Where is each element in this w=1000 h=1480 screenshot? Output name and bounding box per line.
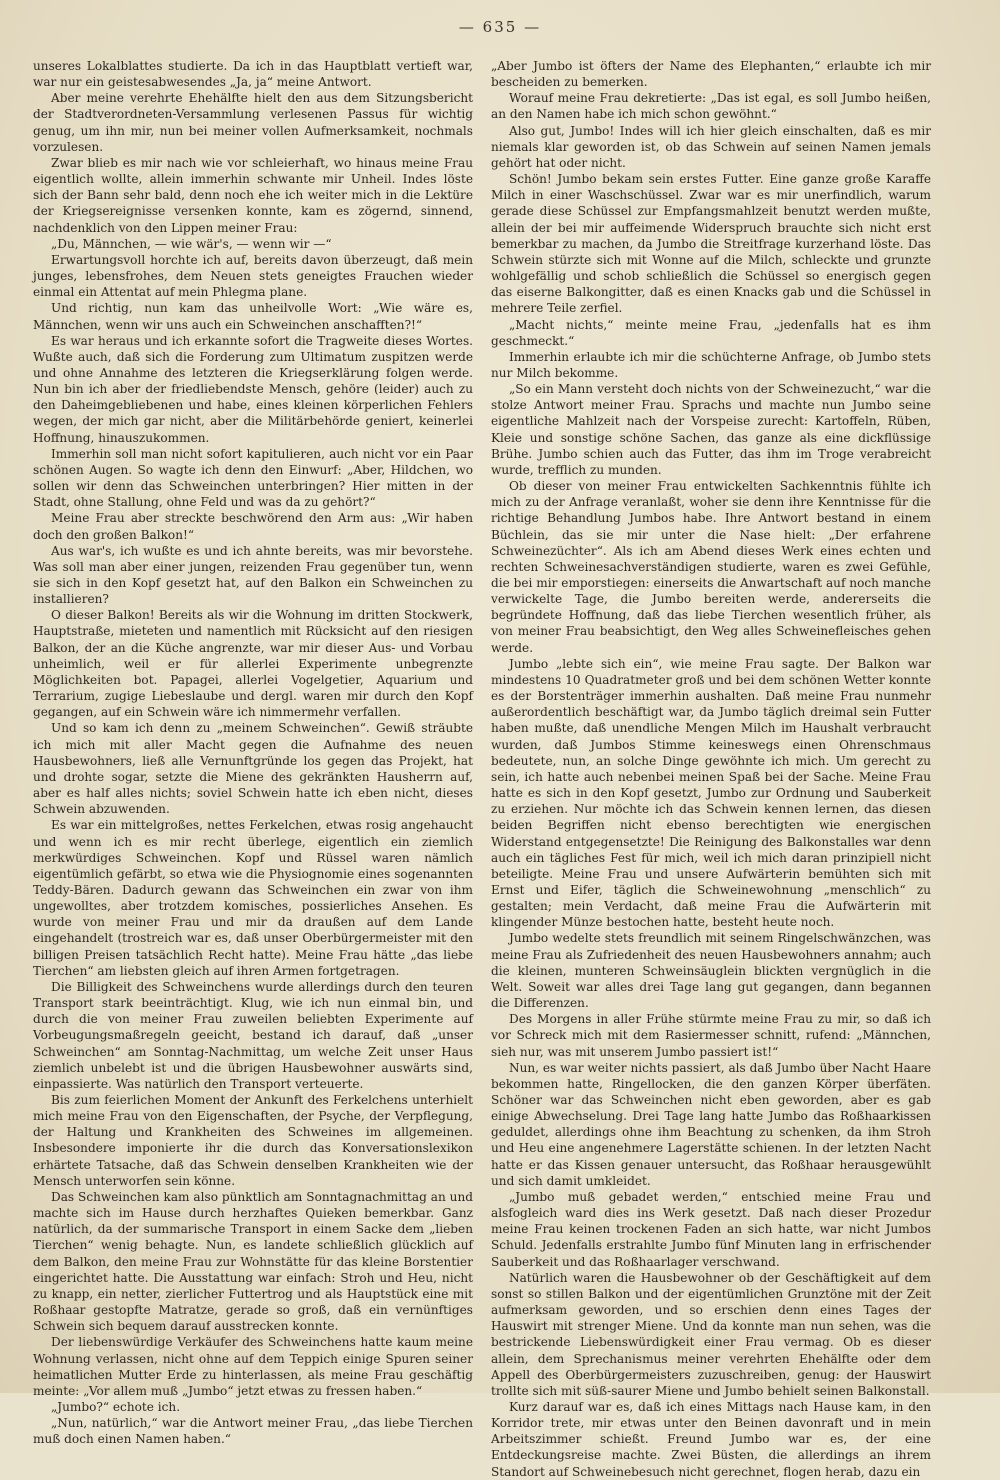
paragraph: Aus war's, ich wußte es und ich ahnte bereits, was mir bevorstehe. Was soll man aber einer jungen, reizenden Frau gegenüber tun, wenn sie sich in den Kopf gesetzt hat, auf den Balkon ein Schweinchen zu installieren? [33,543,473,607]
paragraph: Jumbo wedelte stets freundlich mit seinem Ringelschwänzchen, was meine Frau als Zufriedenheit des neuen Hausbewohners annahm; auch die kleinen, munteren Schweinsäuglein blickten vergnüglich in die Welt. Soweit war alles drei Tage lang gut gegangen, dann begannen die Differenzen. [491,931,931,1011]
paragraph: Es war heraus und ich erkannte sofort die Tragweite dieses Wortes. Wußte auch, daß sich die Forderung zum Ultimatum zuspitzen werde und ohne Annahme des letzteren die Kriegserklärung folgen werde. Nun bin ich aber der friedliebendste Mensch, gehöre (leider) auch zu den Daheimgebliebenen und habe, eines kleinen körperlichen Fehlers wegen, der mich gar nicht, aber die Militärbehörde geniert, keinerlei Hoffnung, hinauszukommen. [33,333,473,445]
paragraph: „Du, Männchen, — wie wär's, — wenn wir —“ [51,236,332,251]
paragraph: Kurz darauf war es, daß ich eines Mittags nach Hause kam, in den Korridor trete, mir etwas unter den Beinen davonraft und in mein Arbeitszimmer schießt. Freund Jumbo war es, der eine Entdeckungsreise machte. Zwei Büsten, die allerdings an ihrem Standort auf Schweinebesuch nicht gerechnet, flogen herab, dazu ein [491,1399,931,1479]
paragraph: „Jumbo?“ echote ich. [51,1399,181,1414]
paragraph: Das Schweinchen kam also pünktlich am Sonntagnachmittag an und machte sich im Hause durch herzhaftes Quieken bemerkbar. Ganz natürlich, da der summarische Transport in einem Sacke dem „lieben Tierchen“ wenig behagte. Nun, es landete schließlich glücklich auf dem Balkon, den meine Frau zur Wohnstätte für das kleine Borstentier eingerichtet hatte. Die Ausstattung war einfach: Stroh und Heu, nicht zu knapp, ein netter, zierlicher Futtertrog und als Hauptstück eine mit Roßhaar gestopfte Matratze, gerade so groß, daß ein vernünftiges Schwein sich bequem darauf ausstrecken konnte. [33,1189,473,1334]
paragraph: Worauf meine Frau dekretierte: „Das ist egal, es soll Jumbo heißen, an den Namen habe ich mich schon gewöhnt.“ [491,91,931,122]
paragraph: Natürlich waren die Hausbewohner ob der Geschäftigkeit auf dem sonst so stillen Balkon und der eigentümlichen Grunztöne mit der Zeit aufmerksam geworden, und so erschien denn eines Tages der Hauswirt mit strenger Miene. Und da konnte man nun sehen, was die bestrickende Liebenswürdigkeit einer Frau vermag. Ob es dieser allein, dem Sprechanismus meiner verehrten Ehehälfte oder dem Appell des Oberbürgermeisters zuzuschreiben, genug: der Hauswirt trollte sich mit süß-saurer Miene und Jumbo behielt seinen Balkonstall. [491,1270,931,1398]
paragraph: Jumbo „lebte sich ein“, wie meine Frau sagte. Der Balkon war mindestens 10 Quadratmeter groß und bei dem schönen Wetter konnte es der Borstenträger immerhin aushalten. Daß meine Frau nunmehr außerordentlich beschäftigt war, da Jumbo täglich dreimal sein Futter haben mußte, daß unendliche Mengen Milch im Haushalt verbraucht wurden, daß Jumbos Stimme keineswegs einen Ohrenschmaus bedeutete, nun, an solche Dinge gewöhnte ich mich. Um gerecht zu sein, ich hatte auch nebenbei meinen Spaß bei der Sache. Meine Frau hatte es sich in den Kopf gesetzt, Jumbo zur Ordnung und Sauberkeit zu erziehen. Nur möchte ich das Schwein kennen lernen, das diesen beiden Begriffen nicht ebenso berechtigten wie energischen Widerstand entgegensetzte! Die Reinigung des Balkonstalles war denn auch ein tägliches Fest für mich, weil ich mich daran prinzipiell nicht beteiligte. Meine Frau und unsere Aufwärterin bemühten sich mit Ernst und Eifer, täglich die Schweinewohnung „menschlich“ zu gestalten; mein Verdacht, daß meine Frau die Aufwärterin mit klingender Münze bestochen hatte, besteht heute noch. [491,656,931,930]
paragraph: Erwartungsvoll horchte ich auf, bereits davon überzeugt, daß mein junges, lebensfrohes, dem Neuen stets geneigtes Frauchen wieder einmal ein Attentat auf mein Phlegma plane. [33,252,473,300]
paragraph: Der liebenswürdige Verkäufer des Schweinchens hatte kaum meine Wohnung verlassen, nicht ohne auf dem Teppich einige Spuren seiner heimatlichen Mutter Erde zu hinterlassen, als meine Frau geschäftig meinte: „Vor allem muß „Jumbo“ jetzt etwas zu fressen haben.“ [33,1335,473,1398]
right-column [491,58,931,1479]
paragraph: Und richtig, nun kam das unheilvolle Wort: „Wie wäre es, Männchen, wenn wir uns auch ein Schweinchen anschafften?!“ [33,301,473,332]
paragraph: Es war ein mittelgroßes, nettes Ferkelchen, etwas rosig angehaucht und wenn ich es mir recht überlege, eigentlich ein ziemlich merkwürdiges Schweinchen. Kopf und Rüssel waren nämlich eigentümlich gefärbt, so etwa wie die Physiognomie eines sogenannten Teddy-Bären. Dadurch gewann das Schweinchen ein zwar von ihm ungewolltes, aber trotzdem komisches, possierliches Ansehen. Es wurde von meiner Frau und mir da draußen auf dem Lande eingehandelt (trostreich war es, daß unser Oberbürgermeister mit den billigen Preisen tatsächlich Recht hatte). Meine Frau hätte „das liebe Tierchen“ am liebsten gleich auf ihren Armen fortgetragen. [33,818,473,978]
paragraph: „Jumbo muß gebadet werden,“ entschied meine Frau und alsfogleich ward dies ins Werk gesetzt. Daß nach dieser Prozedur meine Frau keinen trockenen Faden an sich hatte, war nicht Jumbos Schuld. Jedenfalls erstrahlte Jumbo fünf Minuten lang in erfrischender Sauberkeit und das Roßhaarlager verschwand. [491,1189,931,1269]
paragraph: „Aber Jumbo ist öfters der Name des Elephanten,“ erlaubte ich mir bescheiden zu bemerken. [491,59,931,90]
paragraph: Zwar blieb es mir nach wie vor schleierhaft, wo hinaus meine Frau eigentlich wollte, allein immerhin schwante mir Unheil. Indes löste sich der Bann sehr bald, denn noch ehe ich weiter mich in die Lektüre der Kriegsereignisse versenken konnte, kam es zögernd, sinnend, nachdenklich von den Lippen meiner Frau: [33,155,473,235]
paragraph: Schön! Jumbo bekam sein erstes Futter. Eine ganze große Karaffe Milch in einer Waschschüssel. Zwar war es mir unerfindlich, warum gerade diese Schüssel zur Empfangsmahlzeit benutzt werden mußte, allein der bei mir auffeimende Widerspruch brauchte sich nicht erst bemerkbar zu machen, da Jumbo die Streitfrage kurzerhand löste. Das Schwein stürzte sich mit Wonne auf die Milch, schleckte und grunzte wohlgefällig und schob schließlich die Schüssel so energisch gegen das eiserne Balkongitter, daß es einen Knacks gab und die Schüssel in mehrere Teile zerfiel. [491,172,931,316]
paragraph: O dieser Balkon! Bereits als wir die Wohnung im dritten Stockwerk, Hauptstraße, mieteten und namentlich mit Rücksicht auf den riesigen Balkon, der an die Küche angrenzte, war mir dieser Aus- und Vorbau unheimlich, weil er für allerlei Experimente unbegrenzte Möglichkeiten bot. Papagei, allerlei Vogelgetier, Aquarium und Terrarium, zugige Liebeslaube und dergl. waren mir durch den Kopf gegangen, auf ein Schwein wäre ich nimmermehr verfallen. [33,608,473,720]
paragraph: Meine Frau aber streckte beschwörend den Arm aus: „Wir haben doch den großen Balkon!“ [33,511,473,542]
paragraph: „Nun, natürlich,“ war die Antwort meiner Frau, „das liebe Tierchen muß doch einen Namen haben.“ [33,1416,473,1447]
paragraph: unseres Lokalblattes studierte. Da ich in das Hauptblatt vertieft war, war nur ein geistesabwesendes „Ja, ja“ meine Antwort. [33,59,473,90]
paragraph: Aber meine verehrte Ehehälfte hielt den aus dem Sitzungsbericht der Stadtverordneten-Versammlung verlesenen Passus für wichtig genug, um ihn mir, nun bei meiner vollen Aufmerksamkeit, nochmals vorzulesen. [33,91,473,154]
page-number: — 635 — [458,18,542,36]
paragraph: „So ein Mann versteht doch nichts von der Schweinezucht,“ war die stolze Antwort meiner Frau. Sprachs und machte nun Jumbo seine eigentliche Mahlzeit nach der Vorspeise zurecht: Kartoffeln, Rüben, Kleie und sonstige schöne Sachen, das ganze als eine dickflüssige Brühe. Jumbo schien auch das Futter, das ihm im Troge verabreicht wurde, trefflich zu munden. [491,382,931,477]
paragraph: Und so kam ich denn zu „meinem Schweinchen“. Gewiß sträubte ich mich mit aller Macht gegen die Aufnahme des neuen Hausbewohners, ließ alle Vernunftgründe los gegen das Projekt, hat und drohte sogar, setzte die Miene des gekränkten Hausherrn auf, aber es half alles nichts; soviel Schwein hatte ich eben nicht, dieses Schwein abzuwenden. [33,721,473,817]
left-column [33,58,473,1447]
paragraph: Ob dieser von meiner Frau entwickelten Sachkenntnis fühlte ich mich zu der Anfrage veranlaßt, woher sie denn ihre Kenntnisse für die richtige Behandlung Jumbos habe. Ihre Antwort bestand in einem Büchlein, das sie mir unter die Nase hielt: „Der erfahrene Schweinezüchter“. Als ich am Abend dieses Werk eines echten und rechten Schweinesachverständigen studierte, waren es zwei Gefühle, die bei mir emporstiegen: einerseits die Anwartschaft auf noch manche verwickelte Tage, die Jumbo bereiten werde, andererseits die begründete Hoffnung, daß das liebe Tierchen wesentlich früher, als von meiner Frau beabsichtigt, den Weg alles Schweinefleisches gehen werde. [491,479,931,655]
paragraph: Des Morgens in aller Frühe stürmte meine Frau zu mir, so daß ich vor Schreck mich mit dem Rasiermesser schnitt, rufend: „Männchen, sieh nur, was mit unserem Jumbo passiert ist!“ [491,1012,931,1059]
paragraph: Immerhin soll man nicht sofort kapitulieren, auch nicht vor ein Paar schönen Augen. So wagte ich denn den Einwurf: „Aber, Hildchen, wo sollen wir denn das Schweinchen unterbringen? Hier mitten in der Stadt, ohne Stallung, ohne Feld und was da zu gehört?“ [33,446,473,510]
paragraph: Bis zum feierlichen Moment der Ankunft des Ferkelchens unterhielt mich meine Frau von den Eigenschaften, der Psyche, der Verpflegung, der Haltung und Krankheiten des Schweines im allgemeinen. Insbesondere imponierte ihr die durch das Konversationslexikon erhärtete Tatsache, daß das Schwein denselben Krankheiten wie der Mensch unterworfen sein könne. [33,1093,473,1188]
paragraph: Also gut, Jumbo! Indes will ich hier gleich einschalten, daß es mir niemals klar geworden ist, ob das Schwein auf seinen Namen jemals gehört hat oder nicht. [491,123,931,170]
paragraph: Die Billigkeit des Schweinchens wurde allerdings durch den teuren Transport stark beeinträchtigt. Klug, wie ich nun einmal bin, und durch die von meiner Frau zuweilen beliebten Experimente auf Vorbeugungsmaßregeln geeicht, bestand ich darauf, daß „unser Schweinchen“ am Sonntag-Nachmittag, um welche Zeit unser Haus ziemlich unbelebt ist und die übrigen Hausbewohner auswärts sind, einpassierte. Was natürlich den Transport verteuerte. [33,979,473,1091]
paragraph: Nun, es war weiter nichts passiert, als daß Jumbo über Nacht Haare bekommen hatte, Ringellocken, die den ganzen Körper überfäten. Schöner war das Schweinchen nicht eben geworden, aber es gab einige Abwechselung. Drei Tage lang hatte Jumbo das Roßhaarkissen geduldet, allerdings ohne ihm Beachtung zu schenken, da ihm Stroh und Heu eine angenehmere Lagerstätte schienen. In der letzten Nacht hatte er das Kissen genauer untersucht, das Roßhaar herausgewühlt und sich damit umkleidet. [491,1060,931,1188]
paragraph: Immerhin erlaubte ich mir die schüchterne Anfrage, ob Jumbo stets nur Milch bekomme. [491,349,931,380]
paragraph: „Macht nichts,“ meinte meine Frau, „jedenfalls hat es ihm geschmeckt.“ [491,317,931,348]
